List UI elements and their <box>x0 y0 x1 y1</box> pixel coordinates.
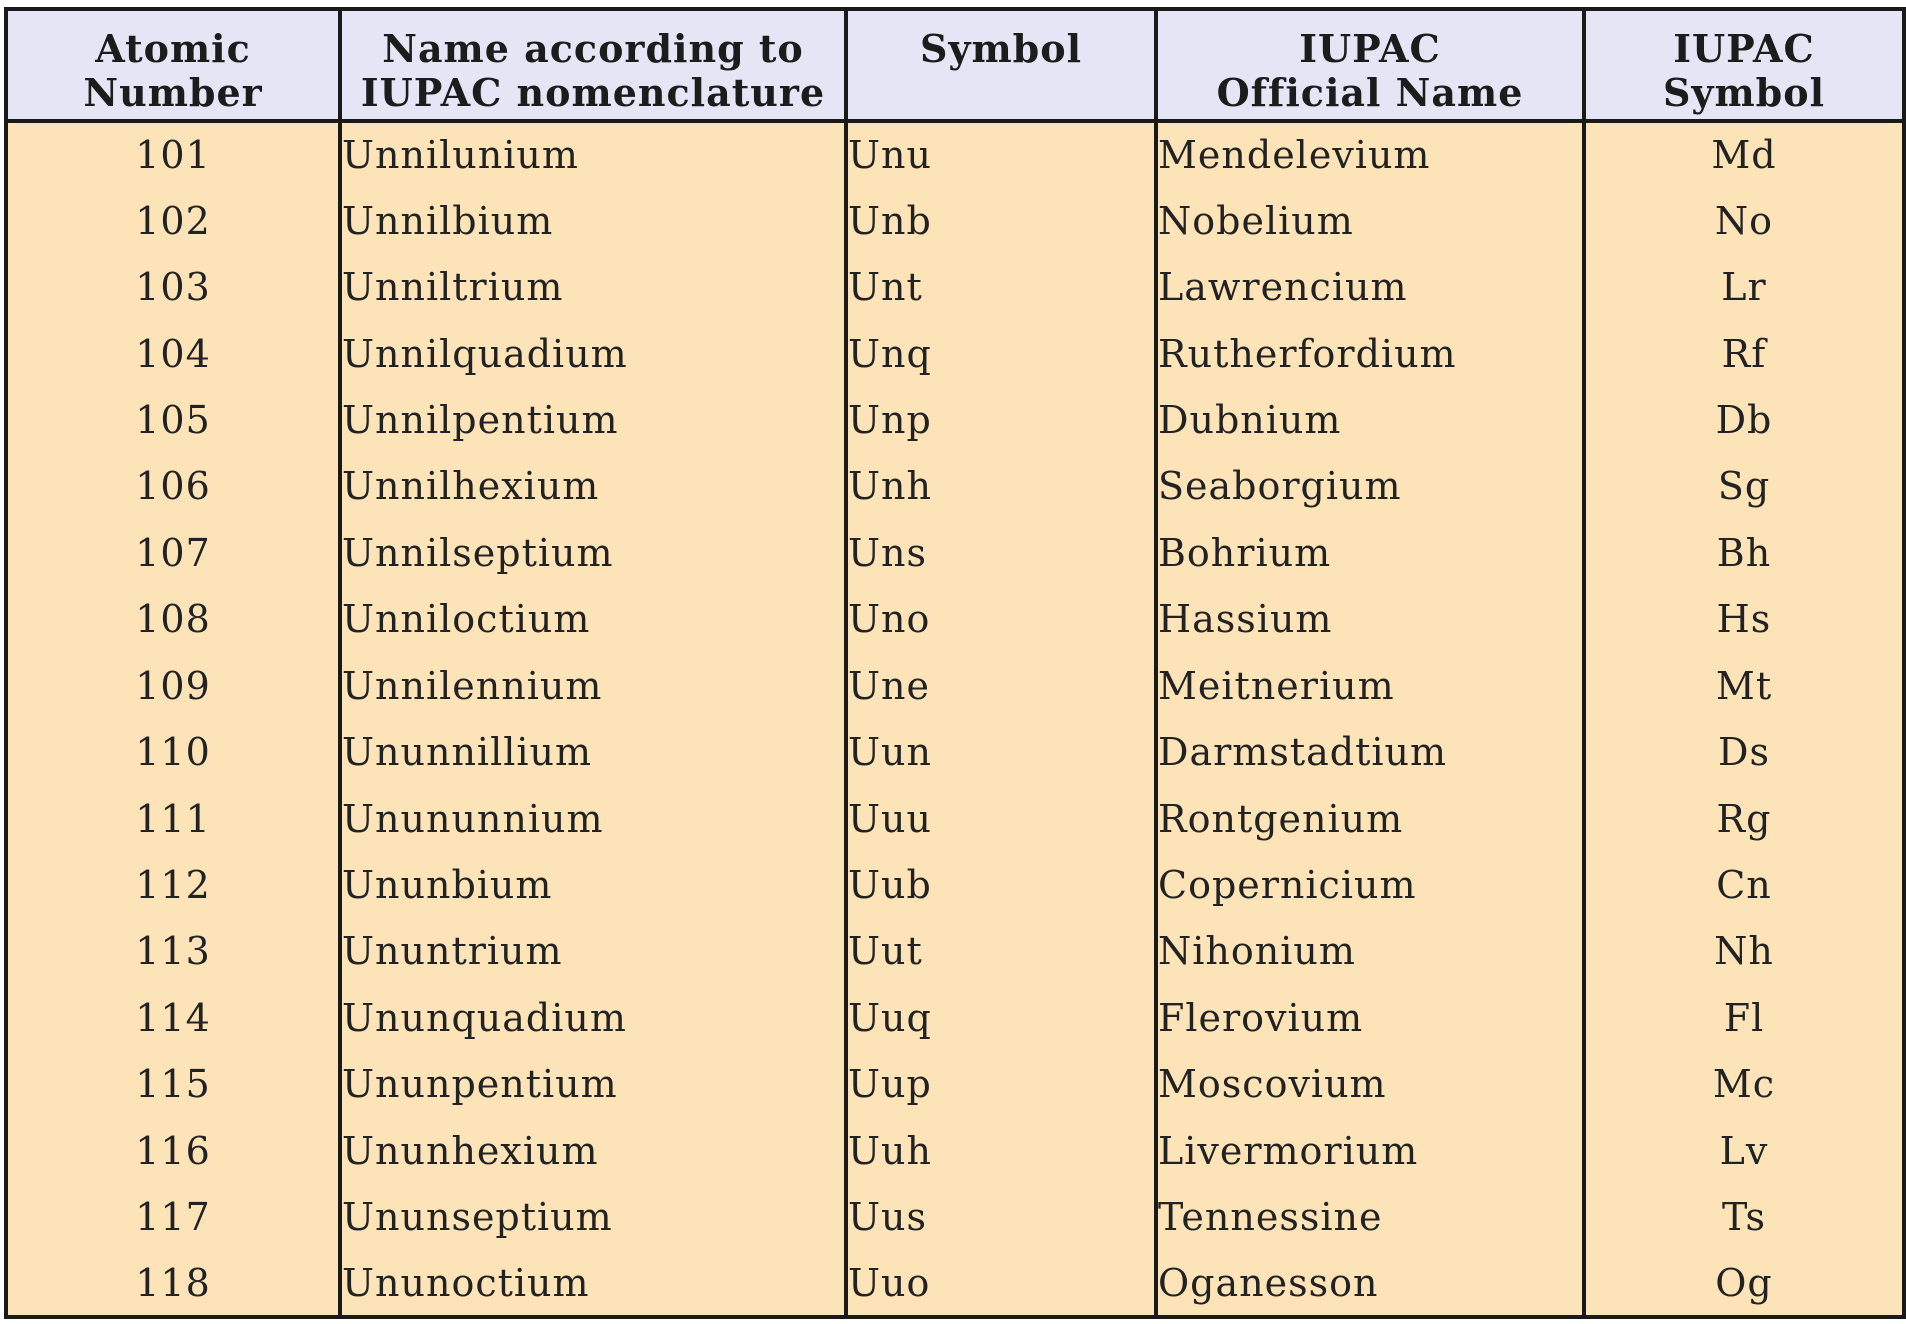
cell-official-name: Copernicium <box>1156 852 1584 918</box>
cell-systematic-symbol: Unp <box>846 387 1156 453</box>
cell-official-symbol: Md <box>1584 121 1904 187</box>
cell-atomic-number: 117 <box>6 1184 340 1250</box>
cell-official-name: Tennessine <box>1156 1184 1584 1250</box>
table-row <box>6 1051 1904 1117</box>
cell-systematic-name: Unnilhexium <box>340 453 846 519</box>
header-row <box>6 9 1904 121</box>
cell-official-name: Bohrium <box>1156 520 1584 586</box>
cell-official-symbol: Nh <box>1584 918 1904 984</box>
header-line: Symbol <box>1662 70 1826 115</box>
cell-official-symbol: Ts <box>1584 1184 1904 1250</box>
cell-systematic-symbol: Uuo <box>846 1250 1156 1317</box>
cell-official-symbol: Lr <box>1584 254 1904 320</box>
cell-systematic-symbol: Uut <box>846 918 1156 984</box>
cell-systematic-symbol: Uun <box>846 719 1156 785</box>
cell-official-symbol: Ds <box>1584 719 1904 785</box>
header-line: Symbol <box>919 26 1083 71</box>
cell-systematic-name: Ununbium <box>340 852 846 918</box>
cell-official-symbol: Hs <box>1584 586 1904 652</box>
cell-systematic-name: Ununoctium <box>340 1250 846 1317</box>
cell-official-name: Nihonium <box>1156 918 1584 984</box>
cell-systematic-symbol: Unt <box>846 254 1156 320</box>
cell-official-symbol: Bh <box>1584 520 1904 586</box>
element-names-table <box>4 7 1906 1319</box>
cell-official-name: Seaborgium <box>1156 453 1584 519</box>
table-row <box>6 187 1904 253</box>
cell-official-name: Livermorium <box>1156 1118 1584 1184</box>
cell-atomic-number: 116 <box>6 1118 340 1184</box>
header-systematic-symbol <box>846 9 1156 121</box>
cell-systematic-name: Ununhexium <box>340 1118 846 1184</box>
table-row <box>6 320 1904 386</box>
table-row <box>6 785 1904 851</box>
cell-systematic-name: Unnilunium <box>340 121 846 187</box>
cell-atomic-number: 111 <box>6 785 340 851</box>
cell-official-symbol: Mc <box>1584 1051 1904 1117</box>
table-row <box>6 520 1904 586</box>
cell-systematic-name: Unniltrium <box>340 254 846 320</box>
cell-systematic-symbol: Uns <box>846 520 1156 586</box>
cell-systematic-symbol: Unb <box>846 187 1156 253</box>
cell-systematic-name: Unniloctium <box>340 586 846 652</box>
cell-official-symbol: Cn <box>1584 852 1904 918</box>
element-names-table-container <box>4 7 1902 1319</box>
table-header <box>6 9 1904 121</box>
cell-official-symbol: Mt <box>1584 653 1904 719</box>
cell-systematic-symbol: Unh <box>846 453 1156 519</box>
cell-systematic-symbol: Unq <box>846 320 1156 386</box>
table-row <box>6 121 1904 187</box>
cell-systematic-name: Unnilseptium <box>340 520 846 586</box>
table-body <box>6 121 1904 1317</box>
cell-official-name: Dubnium <box>1156 387 1584 453</box>
table-row <box>6 653 1904 719</box>
cell-official-name: Mendelevium <box>1156 121 1584 187</box>
cell-official-symbol: Og <box>1584 1250 1904 1317</box>
cell-systematic-symbol: Uup <box>846 1051 1156 1117</box>
cell-official-name: Darmstadtium <box>1156 719 1584 785</box>
cell-systematic-name: Unnilquadium <box>340 320 846 386</box>
cell-official-symbol: Sg <box>1584 453 1904 519</box>
cell-official-name: Flerovium <box>1156 985 1584 1051</box>
header-line: IUPAC <box>1673 26 1815 71</box>
cell-systematic-symbol: Une <box>846 653 1156 719</box>
cell-atomic-number: 108 <box>6 586 340 652</box>
table-row <box>6 387 1904 453</box>
table-row <box>6 985 1904 1051</box>
table-row <box>6 1184 1904 1250</box>
cell-systematic-name: Unnilennium <box>340 653 846 719</box>
table-row <box>6 918 1904 984</box>
cell-atomic-number: 105 <box>6 387 340 453</box>
cell-official-name: Rontgenium <box>1156 785 1584 851</box>
cell-systematic-name: Ununseptium <box>340 1184 846 1250</box>
cell-systematic-name: Ununnillium <box>340 719 846 785</box>
header-official-name <box>1156 9 1584 121</box>
cell-systematic-name: Ununquadium <box>340 985 846 1051</box>
cell-atomic-number: 114 <box>6 985 340 1051</box>
cell-official-symbol: Lv <box>1584 1118 1904 1184</box>
cell-systematic-symbol: Uuq <box>846 985 1156 1051</box>
cell-official-name: Hassium <box>1156 586 1584 652</box>
cell-systematic-symbol: Uus <box>846 1184 1156 1250</box>
cell-atomic-number: 103 <box>6 254 340 320</box>
cell-systematic-name: Ununtrium <box>340 918 846 984</box>
header-line: Name according to <box>382 26 804 71</box>
cell-atomic-number: 109 <box>6 653 340 719</box>
cell-official-name: Moscovium <box>1156 1051 1584 1117</box>
header-official-symbol <box>1584 9 1904 121</box>
cell-systematic-symbol: Uuu <box>846 785 1156 851</box>
cell-atomic-number: 112 <box>6 852 340 918</box>
cell-official-symbol: No <box>1584 187 1904 253</box>
cell-official-symbol: Db <box>1584 387 1904 453</box>
table-row <box>6 586 1904 652</box>
cell-official-symbol: Fl <box>1584 985 1904 1051</box>
cell-atomic-number: 101 <box>6 121 340 187</box>
cell-atomic-number: 102 <box>6 187 340 253</box>
cell-atomic-number: 110 <box>6 719 340 785</box>
cell-official-name: Nobelium <box>1156 187 1584 253</box>
header-line: Official Name <box>1216 70 1524 115</box>
header-systematic-name <box>340 9 846 121</box>
cell-systematic-symbol: Unu <box>846 121 1156 187</box>
table-row <box>6 254 1904 320</box>
cell-atomic-number: 118 <box>6 1250 340 1317</box>
table-row <box>6 1118 1904 1184</box>
cell-official-name: Lawrencium <box>1156 254 1584 320</box>
cell-systematic-symbol: Uub <box>846 852 1156 918</box>
table-row <box>6 1250 1904 1317</box>
table-row <box>6 719 1904 785</box>
cell-systematic-name: Unnilpentium <box>340 387 846 453</box>
table-row <box>6 453 1904 519</box>
cell-systematic-name: Unnilbium <box>340 187 846 253</box>
cell-systematic-symbol: Uuh <box>846 1118 1156 1184</box>
cell-systematic-symbol: Uno <box>846 586 1156 652</box>
cell-systematic-name: Ununpentium <box>340 1051 846 1117</box>
cell-official-symbol: Rf <box>1584 320 1904 386</box>
header-line: IUPAC <box>1299 26 1441 71</box>
cell-atomic-number: 106 <box>6 453 340 519</box>
cell-atomic-number: 113 <box>6 918 340 984</box>
cell-official-name: Rutherfordium <box>1156 320 1584 386</box>
table-row <box>6 852 1904 918</box>
cell-official-name: Oganesson <box>1156 1250 1584 1317</box>
cell-systematic-name: Unununnium <box>340 785 846 851</box>
header-line: Atomic <box>95 26 251 71</box>
header-atomic-number <box>6 9 340 121</box>
cell-official-symbol: Rg <box>1584 785 1904 851</box>
cell-atomic-number: 107 <box>6 520 340 586</box>
cell-atomic-number: 115 <box>6 1051 340 1117</box>
cell-official-name: Meitnerium <box>1156 653 1584 719</box>
cell-atomic-number: 104 <box>6 320 340 386</box>
header-line: Number <box>83 70 263 115</box>
header-line: IUPAC nomenclature <box>360 70 826 115</box>
